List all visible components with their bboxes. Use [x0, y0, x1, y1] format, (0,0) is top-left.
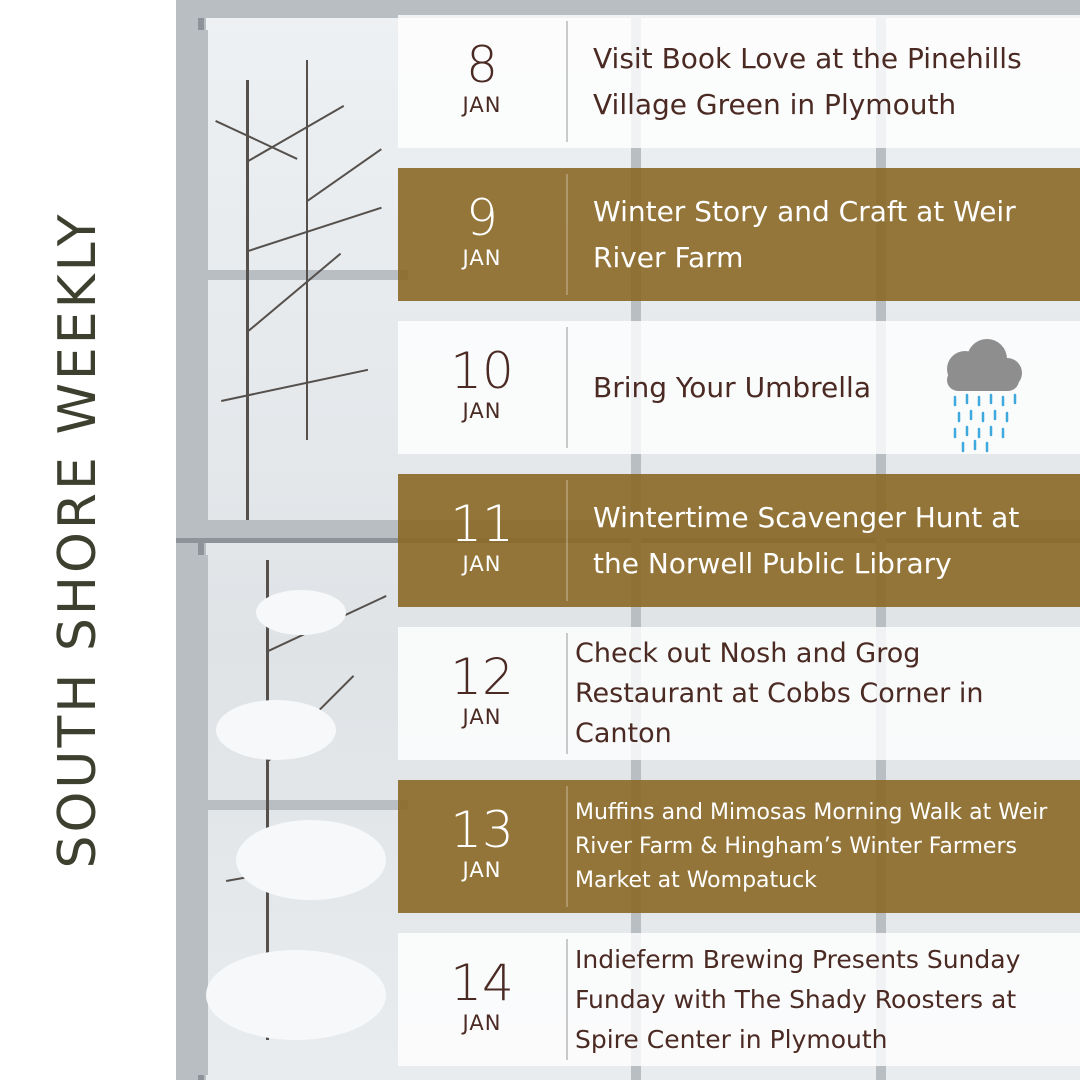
rain-cloud-icon: [935, 337, 1025, 457]
event-day: 8: [466, 36, 498, 94]
row-divider: [566, 21, 568, 142]
event-row[interactable]: [398, 321, 1080, 454]
event-title: Wintertime Scavenger Hunt at the Norwell Public Library: [593, 500, 1020, 580]
event-day: 14: [450, 954, 514, 1012]
row-divider: [566, 786, 568, 907]
event-date: [398, 780, 566, 913]
snow-clump: [206, 950, 386, 1040]
event-date: [398, 474, 566, 607]
tree-trunk: [246, 80, 249, 520]
event-title: Indieferm Brewing Presents Sunday Funday with The Shady Roosters at Spire Center in Plymouth: [575, 944, 1021, 1054]
event-day: 12: [450, 648, 514, 706]
row-divider: [566, 939, 568, 1060]
branch: [307, 148, 382, 201]
tree-trunk: [306, 60, 308, 440]
branch: [248, 105, 344, 162]
event-month: JAN: [462, 246, 502, 270]
snow-clump: [256, 590, 346, 635]
snow-clump: [216, 700, 336, 760]
event-date: [398, 168, 566, 301]
row-divider: [566, 174, 568, 295]
event-day: 11: [450, 495, 514, 553]
side-panel: [0, 0, 176, 1080]
snow-clump: [236, 820, 386, 900]
event-month: JAN: [462, 1011, 502, 1035]
event-month: JAN: [462, 399, 502, 423]
branch: [248, 253, 341, 332]
event-date: [398, 933, 566, 1066]
event-day: 9: [466, 189, 498, 247]
row-divider: [566, 480, 568, 601]
event-row[interactable]: [398, 474, 1080, 607]
event-row[interactable]: [398, 15, 1080, 148]
page-title: SOUTH SHORE WEEKLY: [48, 211, 108, 869]
event-month: JAN: [462, 93, 502, 117]
row-divider: [566, 327, 568, 448]
event-title: Muffins and Mimosas Morning Walk at Weir River Farm & Hingham’s Winter Farmers Market at Wompatuck: [575, 799, 1048, 893]
branch: [221, 369, 368, 402]
event-month: JAN: [462, 858, 502, 882]
event-month: JAN: [462, 552, 502, 576]
event-title: Visit Book Love at the Pinehills Village Green in Plymouth: [593, 41, 1022, 121]
event-title: Check out Nosh and Grog Restaurant at Cobbs Corner in Canton: [575, 637, 984, 749]
event-date: [398, 321, 566, 454]
branch: [248, 207, 382, 252]
window-muntin-horizontal-lower: [208, 800, 408, 810]
event-row[interactable]: [398, 168, 1080, 301]
row-divider: [566, 633, 568, 754]
event-row[interactable]: [398, 780, 1080, 913]
event-month: JAN: [462, 705, 502, 729]
event-date: [398, 15, 566, 148]
event-day: 10: [450, 342, 514, 400]
event-title: Bring Your Umbrella: [593, 370, 871, 404]
window-muntin-left-upper: [198, 30, 208, 520]
event-date: [398, 627, 566, 760]
event-row[interactable]: [398, 627, 1080, 760]
event-row[interactable]: [398, 933, 1080, 1066]
event-title: Winter Story and Craft at Weir River Farm: [593, 194, 1016, 274]
event-day: 13: [450, 801, 514, 859]
